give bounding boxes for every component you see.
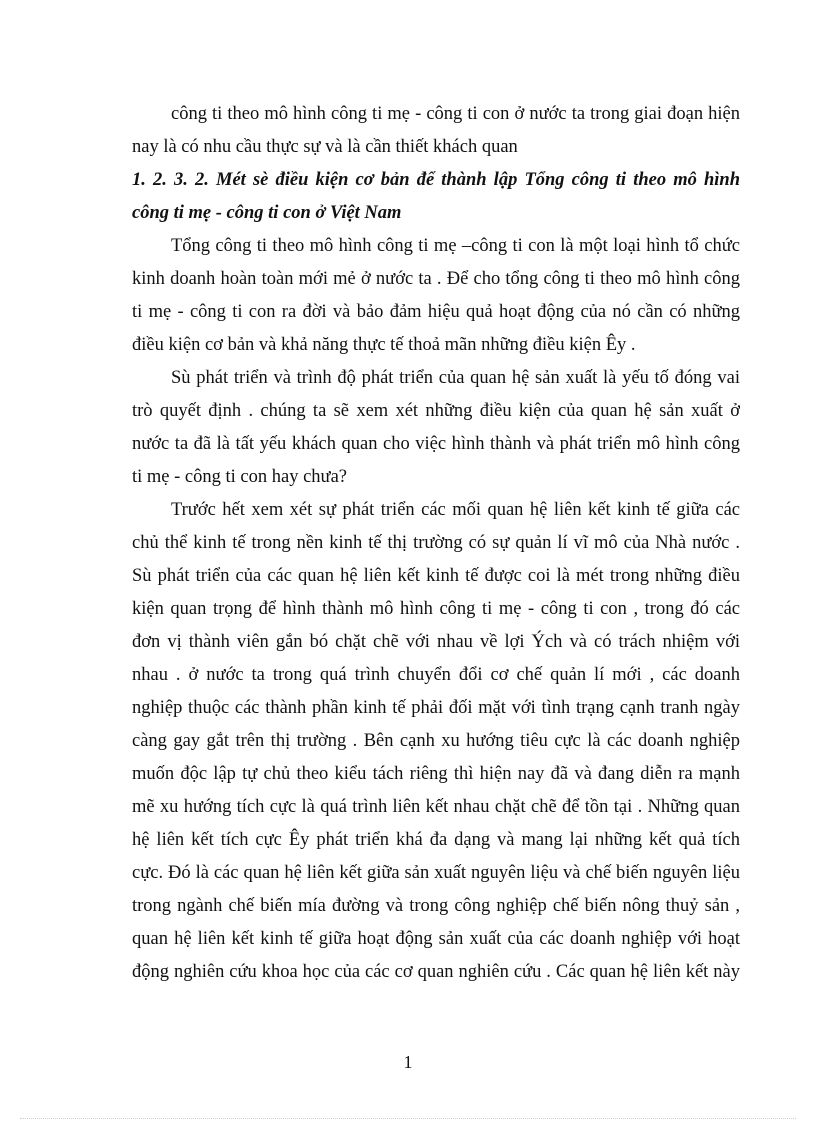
page-number: 1 (403, 1052, 413, 1072)
paragraph-line: chủ thể kinh tế trong nền kinh tế thị trường có sự quản lí vĩ mô của Nhà nước . (132, 533, 740, 553)
paragraph-line: công ti theo mô hình công ti mẹ - công ti con ở nước ta trong giai đoạn hiện (171, 104, 740, 124)
section-heading-line: công ti mẹ - công ti con ở Việt Nam (132, 203, 402, 223)
paragraph-line: muốn độc lập tự chủ theo kiểu tách riêng thì hiện nay đã và đang diễn ra mạnh (132, 764, 740, 784)
paragraph-line: kinh doanh hoàn toàn mới mẻ ở nước ta . Để cho tổng công ti theo mô hình công (132, 269, 740, 289)
paragraph-line: trong ngành chế biến mía đường và trong công nghiệp chế biến nông thuỷ sản , (132, 896, 740, 916)
section-heading-line: 1. 2. 3. 2. Mét sè điều kiện cơ bản để thành lập Tổng công ti theo mô hình (132, 170, 740, 190)
paragraph-line: mẽ xu hướng tích cực là quá trình liên kết nhau chặt chẽ để tồn tại . Những quan (132, 797, 740, 817)
paragraph-line: động nghiên cứu khoa học của các cơ quan nghiên cứu . Các quan hệ liên kết này (132, 962, 740, 982)
paragraph-line: Tổng công ti theo mô hình công ti mẹ –công ti con là một loại hình tổ chức (171, 236, 740, 256)
paragraph-line: cực. Đó là các quan hệ liên kết giữa sản xuất nguyên liệu và chế biến nguyên liệu (132, 863, 740, 883)
paragraph-line: Sù phát triển và trình độ phát triển của quan hệ sản xuất là yếu tố đóng vai (171, 368, 740, 388)
paragraph-line: nay là có nhu cầu thực sự và là cần thiết khách quan (132, 137, 518, 157)
paragraph-line: nghiệp thuộc các thành phần kinh tế phải đối mặt với tình trạng cạnh tranh ngày (132, 698, 740, 718)
paragraph-line: trò quyết định . chúng ta sẽ xem xét những điều kiện của quan hệ sản xuất ở (132, 401, 740, 421)
paragraph-line: điều kiện cơ bản và khả năng thực tế thoả mãn những điều kiện Êy . (132, 335, 636, 355)
paragraph-line: nước ta đã là tất yếu khách quan cho việc hình thành và phát triển mô hình công (132, 434, 740, 454)
document-body (132, 98, 740, 989)
paragraph-line: Sù phát triển của các quan hệ liên kết kinh tế được coi là mét trong những điều (132, 566, 740, 586)
paragraph-line: ti mẹ - công ti con ra đời và bảo đảm hiệu quả hoạt động của nó cần có những (132, 302, 740, 322)
paragraph-line: đơn vị thành viên gắn bó chặt chẽ với nhau về lợi Ých và có trách nhiệm với (132, 632, 740, 652)
paragraph-line: kiện quan trọng để hình thành mô hình công ti mẹ - công ti con , trong đó các (132, 599, 740, 619)
paragraph-line: Trước hết xem xét sự phát triển các mối quan hệ liên kết kinh tế giữa các (171, 500, 740, 520)
paragraph-line: hệ liên kết tích cực Êy phát triển khá đa dạng và mang lại những kết quả tích (132, 830, 740, 850)
paragraph-line: ti mẹ - công ti con hay chưa? (132, 467, 347, 487)
footer-divider (20, 1118, 796, 1119)
paragraph-line: nhau . ở nước ta trong quá trình chuyển đổi cơ chế quản lí mới , các doanh (132, 665, 740, 685)
paragraph-line: càng gay gắt trên thị trường . Bên cạnh xu hướng tiêu cực là các doanh nghiệp (132, 731, 740, 751)
paragraph-line: quan hệ liên kết kinh tế giữa hoạt động sản xuất của các doanh nghiệp với hoạt (132, 929, 740, 949)
